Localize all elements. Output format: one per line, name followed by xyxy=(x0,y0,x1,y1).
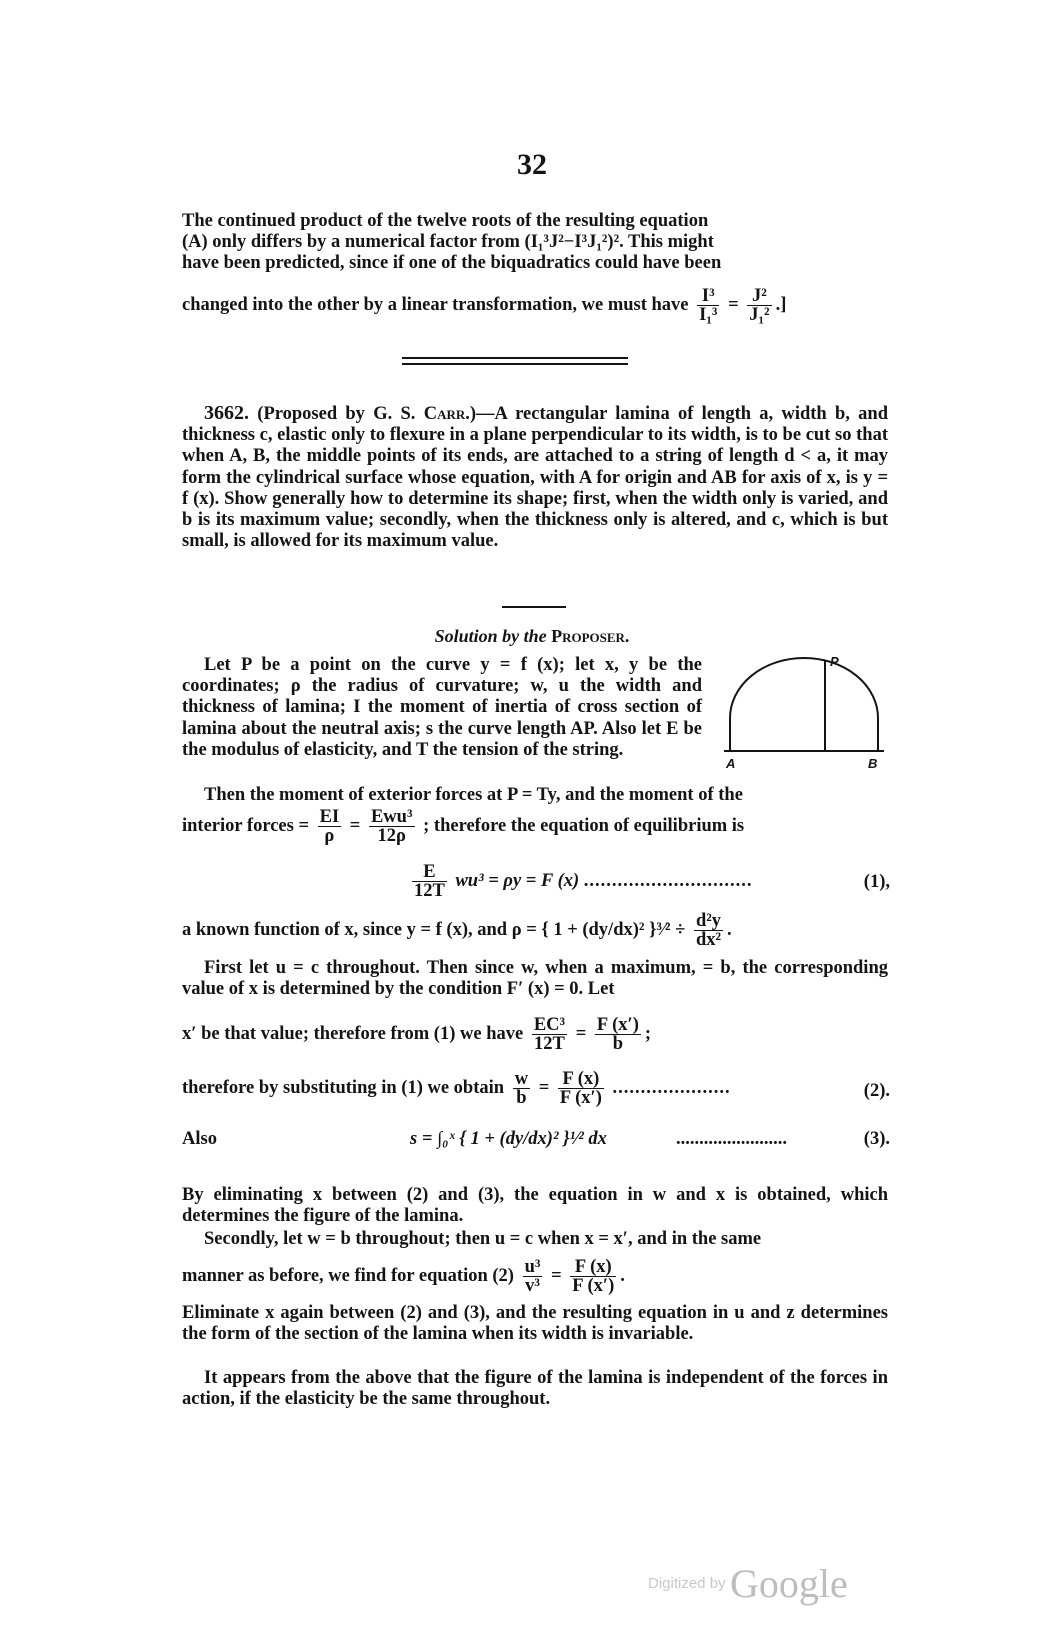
equation-3: s = ∫₀ˣ { 1 + (dy/dx)² }¹⁄² dx xyxy=(410,1129,607,1149)
label-p: P xyxy=(830,656,839,669)
intro-line-4: changed into the other by a linear transformation, we must have $\frac{\text{I³}}{\text{I₁³}}$ = $\frac{\text{J²}}{\text{J₁²}}$ .] xyxy=(182,286,787,325)
double-rule-top xyxy=(402,357,628,359)
equation-2-number: (2). xyxy=(863,1081,890,1101)
equation-1: $\frac{E}{12T}$ wu³ = ρy = F (x) .............................. xyxy=(414,862,753,901)
solution-para-1: Let P be a point on the curve y = f (x); let x, y be the coordinates; ρ the radius of curvature; w, u the width and thickness of lamina; I the moment of inertia of cross section of lamina about the neutral axis; s the curve length AP. Also let E be the modulus of elasticity, and T the tension of the string. xyxy=(182,655,702,760)
solution-para-10-b: manner as before, we find for equation (2) $\frac{\text{u³}}{\text{v³}}$ = $\frac{F (x)}{F (x')}$ . xyxy=(182,1257,625,1296)
solution-para-8-label: Also xyxy=(182,1129,217,1149)
solution-para-11: Eliminate x again between (2) and (3), and the resulting equation in u and z determines the form of the section of the lamina when its width is invariable. xyxy=(182,1303,888,1345)
google-logo: Google xyxy=(730,1561,848,1606)
solution-para-9: By eliminating x between (2) and (3), the equation in w and x is obtained, which determines the figure of the lamina. xyxy=(182,1185,888,1227)
proposer-name: Carr. xyxy=(423,404,470,424)
solution-para-10-a: Secondly, let w = b throughout; then u = c when x = x′, and in the same xyxy=(204,1229,762,1249)
problem-number: 3662. xyxy=(204,402,249,424)
solution-para-2: Then the moment of exterior forces at P = Ty, and the moment of the xyxy=(204,785,743,805)
solution-para-5: First let u = c throughout. Then since w, when a maximum, = b, the corresponding value of x is determined by the condition F′ (x) = 0. Let xyxy=(182,958,888,1000)
arc-curve xyxy=(730,658,878,751)
intro-line-4-text: changed into the other by a linear transformation, we must have xyxy=(182,294,689,315)
label-a: A xyxy=(726,756,736,770)
solution-para-12: It appears from the above that the figure of the lamina is independent of the forces in action, if the elasticity be the same throughout. xyxy=(182,1368,888,1410)
solution-para-6: x′ be that value; therefore from (1) we have $\frac{\text{EC³}}{12T}$ = $\frac{F (x')}{b}$ ; xyxy=(182,1015,652,1054)
double-rule-bottom xyxy=(402,363,628,365)
problem-text: )—A rectangular lamina of length a, width b, and thickness c, elastic only to flexure in a plane perpendicular to its width, is to be cut so that when A, B, the middle points of its ends, are attached to a string of length d < a, it may form the cylindrical surface whose equation, with A for origin and AB for axis of x, is y = f (x). Show generally how to determine its shape; first, when the width only is varied, and b is its maximum value; secondly, when the thickness only is altered, and c, which is but small, is allowed for its maximum value. xyxy=(182,404,888,552)
intro-line-2: (A) only differs by a numerical factor from (I₁³J²−I³J₁²)². This might xyxy=(182,232,714,252)
solution-heading: Solution by the Proposer. xyxy=(434,626,630,646)
equation-3-dots: ........................ xyxy=(676,1129,787,1149)
equation-1-number: (1), xyxy=(863,872,890,892)
intro-line-1: The continued product of the twelve roots of the resulting equation xyxy=(182,211,709,231)
fraction-j2: $\frac{\text{J²}}{\text{J₁²}}$ xyxy=(749,286,770,325)
label-b: B xyxy=(868,756,878,770)
solution-para-4: a known function of x, since y = f (x), and ρ = { 1 + (dy/dx)² }³⁄² ÷ $\frac{\text{d²y}}{\text{dx²}}$ . xyxy=(182,911,732,950)
watermark-prefix: Digitized by xyxy=(648,1575,726,1592)
short-rule xyxy=(502,606,566,608)
arc-figure xyxy=(718,656,890,770)
intro-line-3: have been predicted, since if one of the biquadratics could have been xyxy=(182,253,722,273)
fraction-i3: $\frac{\text{I³}}{\text{I₁³}}$ xyxy=(699,286,718,325)
digitized-watermark xyxy=(648,1560,848,1607)
page-number: 32 xyxy=(517,148,547,181)
solution-para-3: interior forces = $\frac{EI}{\rho}$ = $\frac{\text{Ewu³}}{12\rho}$ ; therefore the equation of equilibrium is xyxy=(182,807,745,846)
problem-statement: 3662. (Proposed by G. S. Carr.)—A rectangular lamina of length a, width b, and thickness c, elastic only to flexure in a plane perpendicular to its width, is to be cut so that when A, B, the middle points of its ends, are attached to a string of length d < a, it may form the cylindrical surface whose equation, with A for origin and AB for axis of x, is y = f (x). Show generally how to determine its shape; first, when the width only is varied, and b is its maximum value; secondly, when the thickness only is altered, and c, which is but small, is allowed for its maximum value. xyxy=(182,402,888,552)
solution-para-7: therefore by substituting in (1) we obtain $\frac{w}{b}$ = $\frac{F (x)}{F (x')}$ ..................... xyxy=(182,1069,731,1108)
equation-3-number: (3). xyxy=(863,1129,890,1149)
